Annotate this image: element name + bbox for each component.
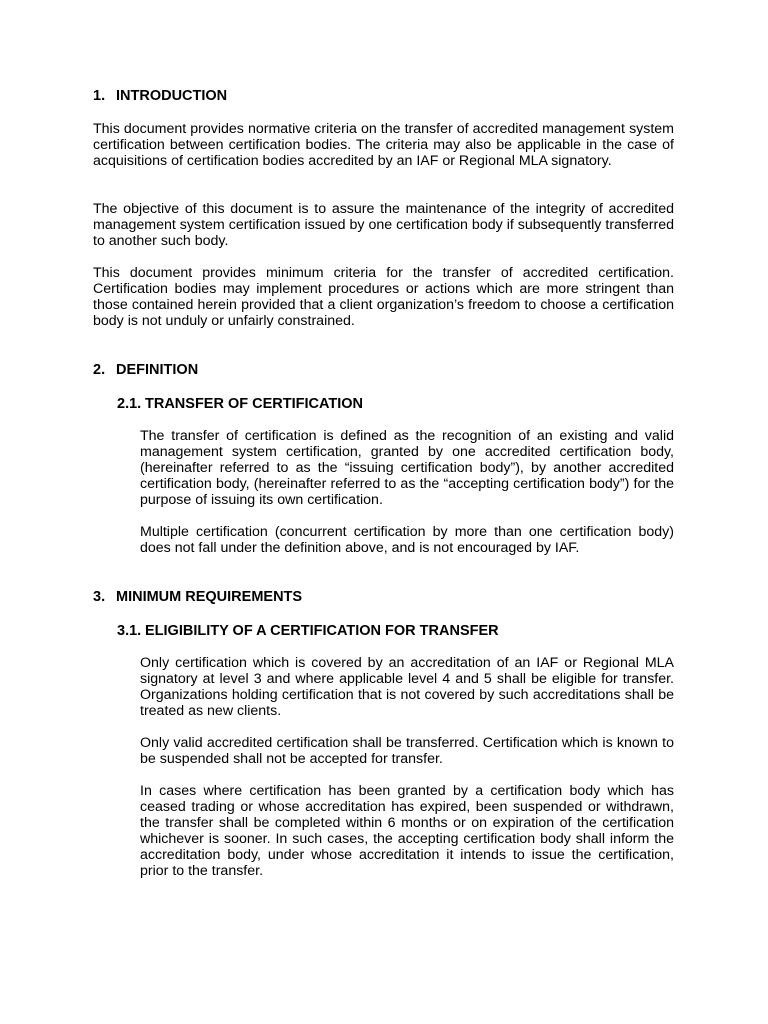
- paragraph: Only valid accredited certification shall be transferred. Certification which is known to be suspended shall not be accepted for transfer.: [140, 735, 674, 768]
- subsection-title: ELIGIBILITY OF A CERTIFICATION FOR TRANSFER: [145, 623, 499, 639]
- paragraph: The objective of this document is to assure the maintenance of the integrity of accredited management system certification issued by one certification body if subsequently transferred to another such body.: [93, 201, 674, 250]
- paragraph: This document provides normative criteria on the transfer of accredited management system certification between certification bodies. The criteria may also be applicable in the case of acquisitions of certification bodies accredited by an IAF or Regional MLA signatory.: [93, 121, 674, 170]
- section-title: INTRODUCTION: [116, 88, 228, 104]
- subsection-number: 3.1.: [117, 623, 142, 639]
- paragraph: Multiple certification (concurrent certification by more than one certification body) does not fall under the definition above, and is not encouraged by IAF.: [140, 524, 674, 557]
- paragraph: The transfer of certification is defined as the recognition of an existing and valid management system certification, granted by one accredited certification body, (hereinafter referred to as the “issuing certification body”), by another accredited certification body, (hereinafter referred to as the “accepting certification body”) for the purpose of issuing its own certification.: [140, 428, 674, 509]
- section-heading-definition: [93, 361, 198, 379]
- section-heading-minimum-requirements: [93, 588, 302, 606]
- section-heading-introduction: [93, 87, 227, 105]
- section-title: DEFINITION: [116, 362, 199, 378]
- paragraph: This document provides minimum criteria for the transfer of accredited certification. Certification bodies may implement procedures or actions which are more stringent than those contained herein provided that a client organization’s freedom to choose a certification body is not unduly or unfairly constrained.: [93, 265, 674, 330]
- subsection-heading-eligibility: [117, 622, 499, 640]
- section-number: 2.: [93, 362, 106, 378]
- section-number: 1.: [93, 88, 106, 104]
- paragraph: Only certification which is covered by an accreditation of an IAF or Regional MLA signatory at level 3 and where applicable level 4 and 5 shall be eligible for transfer. Organizations holding certification that is not covered by such accreditations shall be treated as new clients.: [140, 655, 674, 720]
- section-title: MINIMUM REQUIREMENTS: [116, 589, 303, 605]
- subsection-number: 2.1.: [117, 396, 142, 412]
- paragraph: In cases where certification has been granted by a certification body which has ceased trading or whose accreditation has expired, been suspended or withdrawn, the transfer shall be completed within 6 months or on expiration of the certification whichever is sooner. In such cases, the accepting certification body shall inform the accreditation body, under whose accreditation it intends to issue the certification, prior to the transfer.: [140, 783, 674, 880]
- subsection-heading-transfer-of-certification: [117, 395, 363, 413]
- subsection-title: TRANSFER OF CERTIFICATION: [145, 396, 364, 412]
- section-number: 3.: [93, 589, 106, 605]
